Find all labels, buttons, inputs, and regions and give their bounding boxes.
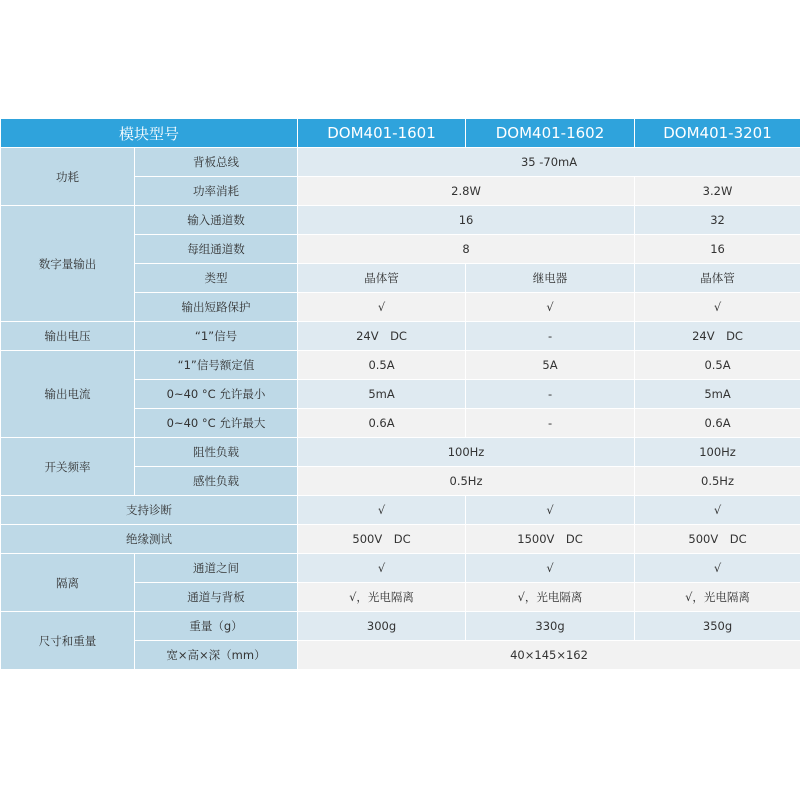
spec-table (0, 118, 800, 670)
table-row (1, 525, 800, 554)
table-row (1, 322, 800, 351)
cell-rated-3: 0.5A (635, 351, 800, 380)
table-row (1, 148, 800, 177)
row-label-input-channels: 输入通道数 (135, 206, 298, 235)
cell-max-2: - (466, 409, 635, 438)
row-label-consumption: 功率消耗 (135, 177, 298, 206)
cell-consumption-1-2: 2.8W (298, 177, 635, 206)
cell-signal1-2: - (466, 322, 635, 351)
row-label-insulation: 绝缘测试 (1, 525, 298, 554)
row-label-channel-backplane: 通道与背板 (135, 583, 298, 612)
cell-input-channels-1-2: 16 (298, 206, 635, 235)
cell-channels-per-group-1-2: 8 (298, 235, 635, 264)
row-label-diagnostics: 支持诊断 (1, 496, 298, 525)
row-label-type: 类型 (135, 264, 298, 293)
cell-insulation-2: 1500V DC (466, 525, 635, 554)
cell-resistive-1-2: 100Hz (298, 438, 635, 467)
cell-resistive-3: 100Hz (635, 438, 800, 467)
cell-short-protect-2: √ (466, 293, 635, 322)
cell-type-2: 继电器 (466, 264, 635, 293)
cell-max-3: 0.6A (635, 409, 800, 438)
row-label-channels-per-group: 每组通道数 (135, 235, 298, 264)
group-label-power: 功耗 (1, 148, 135, 206)
cell-dimensions-all: 40×145×162 (298, 641, 800, 670)
cell-input-channels-3: 32 (635, 206, 800, 235)
cell-type-3: 晶体管 (635, 264, 800, 293)
cell-channel-backplane-1: √，光电隔离 (298, 583, 466, 612)
model-header-2: DOM401-1602 (466, 119, 635, 148)
cell-min-3: 5mA (635, 380, 800, 409)
cell-channels-per-group-3: 16 (635, 235, 800, 264)
cell-short-protect-1: √ (298, 293, 466, 322)
cell-weight-2: 330g (466, 612, 635, 641)
cell-channel-backplane-2: √，光电隔离 (466, 583, 635, 612)
row-label-resistive: 阻性负载 (135, 438, 298, 467)
cell-short-protect-3: √ (635, 293, 800, 322)
table-row (1, 612, 800, 641)
cell-insulation-1: 500V DC (298, 525, 466, 554)
group-label-switch-freq: 开关频率 (1, 438, 135, 496)
header-row (1, 119, 800, 148)
cell-weight-1: 300g (298, 612, 466, 641)
group-label-size-weight: 尺寸和重量 (1, 612, 135, 670)
table-row (1, 351, 800, 380)
row-label-inductive: 感性负载 (135, 467, 298, 496)
cell-type-1: 晶体管 (298, 264, 466, 293)
cell-rated-1: 0.5A (298, 351, 466, 380)
table-row (1, 438, 800, 467)
cell-between-channels-1: √ (298, 554, 466, 583)
table-row (1, 554, 800, 583)
cell-min-1: 5mA (298, 380, 466, 409)
group-label-isolation: 隔离 (1, 554, 135, 612)
cell-consumption-3: 3.2W (635, 177, 800, 206)
group-label-digital-output: 数字量输出 (1, 206, 135, 322)
row-label-rated: “1”信号额定值 (135, 351, 298, 380)
cell-channel-backplane-3: √，光电隔离 (635, 583, 800, 612)
cell-backplane-all: 35 -70mA (298, 148, 800, 177)
cell-rated-2: 5A (466, 351, 635, 380)
row-label-min: 0~40 °C 允许最小 (135, 380, 298, 409)
cell-inductive-1-2: 0.5Hz (298, 467, 635, 496)
cell-max-1: 0.6A (298, 409, 466, 438)
cell-diagnostics-3: √ (635, 496, 800, 525)
cell-weight-3: 350g (635, 612, 800, 641)
row-label-dimensions: 宽×高×深（mm） (135, 641, 298, 670)
model-header-3: DOM401-3201 (635, 119, 800, 148)
model-header-1: DOM401-1601 (298, 119, 466, 148)
cell-insulation-3: 500V DC (635, 525, 800, 554)
cell-inductive-3: 0.5Hz (635, 467, 800, 496)
row-label-between-channels: 通道之间 (135, 554, 298, 583)
row-label-weight: 重量（g） (135, 612, 298, 641)
group-label-output-voltage: 输出电压 (1, 322, 135, 351)
row-label-short-protect: 输出短路保护 (135, 293, 298, 322)
row-label-signal1: “1”信号 (135, 322, 298, 351)
cell-between-channels-3: √ (635, 554, 800, 583)
table-row (1, 496, 800, 525)
table-row (1, 206, 800, 235)
row-label-max: 0~40 °C 允许最大 (135, 409, 298, 438)
cell-signal1-1: 24V DC (298, 322, 466, 351)
group-label-output-current: 输出电流 (1, 351, 135, 438)
cell-diagnostics-1: √ (298, 496, 466, 525)
cell-signal1-3: 24V DC (635, 322, 800, 351)
cell-between-channels-2: √ (466, 554, 635, 583)
model-header-label: 模块型号 (1, 119, 298, 148)
row-label-backplane: 背板总线 (135, 148, 298, 177)
cell-diagnostics-2: √ (466, 496, 635, 525)
cell-min-2: - (466, 380, 635, 409)
